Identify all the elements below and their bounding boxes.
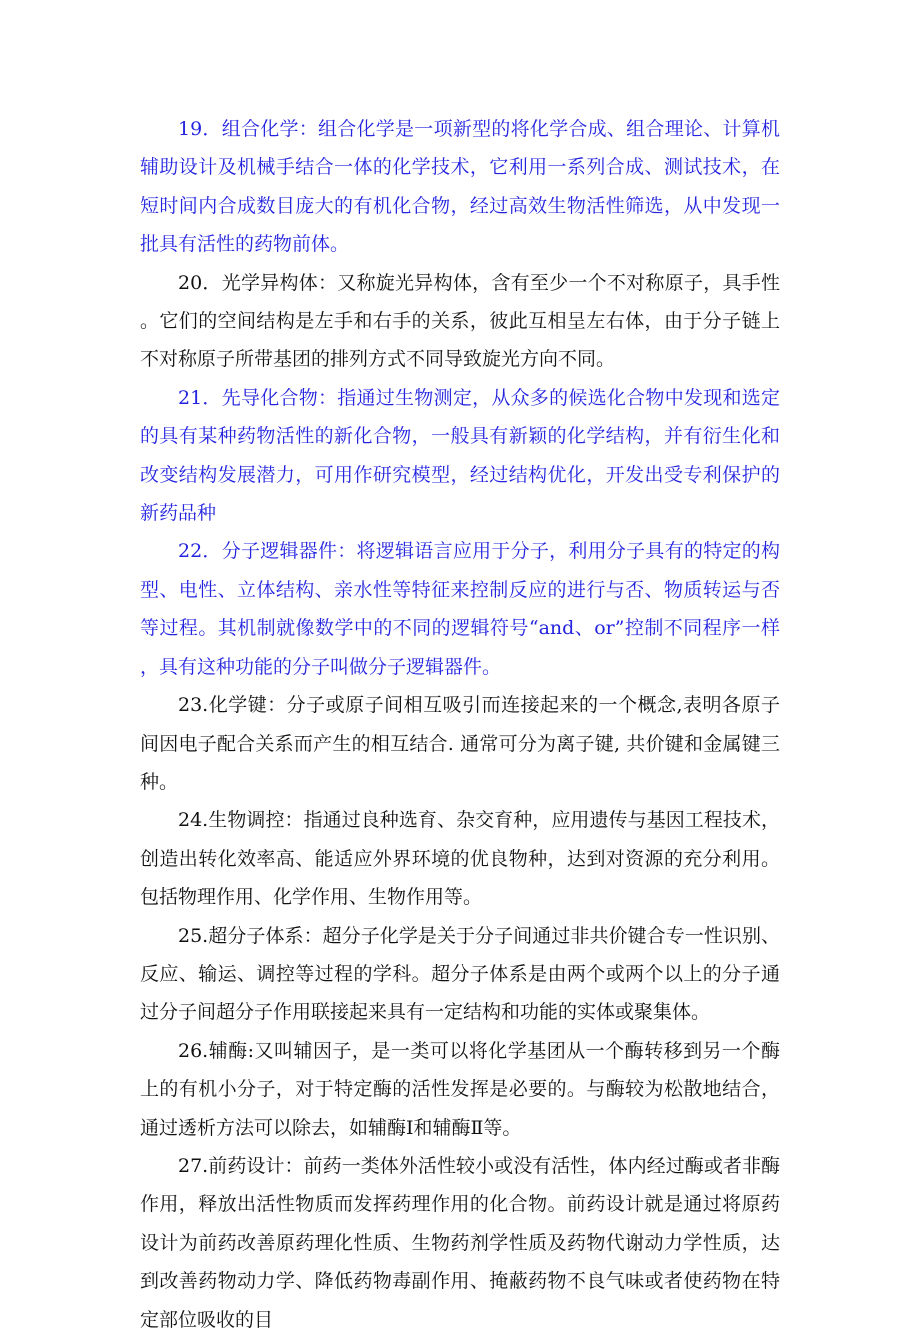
paragraph-supramolecular-system: 25.超分子体系：超分子化学是关于分子间通过非共价键合专一性识别、反应、输运、调控等过程的学科。超分子体系是由两个或两个以上的分子通过分子间超分子作用联接起来具有一定结构和功能的实体或聚集体。 [140, 924, 780, 1024]
paragraph-lead-compound: 21．先导化合物：指通过生物测定，从众多的候选化合物中发现和选定的具有某种药物活性的新化合物，一般具有新颖的化学结构，并有衍生化和改变结构发展潜力，可用作研究模型，经过结构优化，开发出受专利保护的新药品种 [140, 386, 780, 525]
paragraph-prodrug-design: 27.前药设计：前药一类体外活性较小或没有活性，体内经过酶或者非酶作用，释放出活性物质而发挥药理作用的化合物。前药设计就是通过将原药设计为前药改善原药理化性质、生物药剂学性质及药物代谢动力学性质，达到改善药物动力学、降低药物毒副作用、掩蔽药物不良气味或者使药物在特定部位吸收的目 [140, 1154, 780, 1331]
paragraph-coenzyme: 26.辅酶:又叫辅因子，是一类可以将化学基团从一个酶转移到另一个酶上的有机小分子，对于特定酶的活性发挥是必要的。与酶较为松散地结合，通过透析方法可以除去，如辅酶Ⅰ和辅酶Ⅱ等。 [140, 1039, 780, 1139]
paragraph-biological-regulation: 24.生物调控：指通过良种选育、杂交育种，应用遗传与基因工程技术，创造出转化效率高、能适应外界环境的优良物种，达到对资源的充分利用。包括物理作用、化学作用、生物作用等。 [140, 809, 780, 909]
document-page [140, 110, 780, 1339]
paragraph-molecular-logic-device: 22．分子逻辑器件：将逻辑语言应用于分子，利用分子具有的特定的构型、电性、立体结构、亲水性等特征来控制反应的进行与否、物质转运与否等过程。其机制就像数学中的不同的逻辑符号“and、or”控制不同程序一样，具有这种功能的分子叫做分子逻辑器件。 [140, 540, 780, 678]
paragraph-chemical-bond: 23.化学键：分子或原子间相互吸引而连接起来的一个概念,表明各原子间因电子配合关系而产生的相互结合. 通常可分为离子键, 共价键和金属键三种。 [140, 694, 780, 793]
paragraph-optical-isomer: 20．光学异构体：又称旋光异构体，含有至少一个不对称原子，具手性。它们的空间结构是左手和右手的关系，彼此互相呈左右体，由于分子链上不对称原子所带基团的排列方式不同导致旋光方向不同。 [140, 271, 780, 371]
paragraph-combinatorial-chemistry: 19．组合化学：组合化学是一项新型的将化学合成、组合理论、计算机辅助设计及机械手结合一体的化学技术，它利用一系列合成、测试技术，在短时间内合成数目庞大的有机化合物，经过高效生物活性筛选，从中发现一批具有活性的药物前体。 [140, 118, 780, 256]
